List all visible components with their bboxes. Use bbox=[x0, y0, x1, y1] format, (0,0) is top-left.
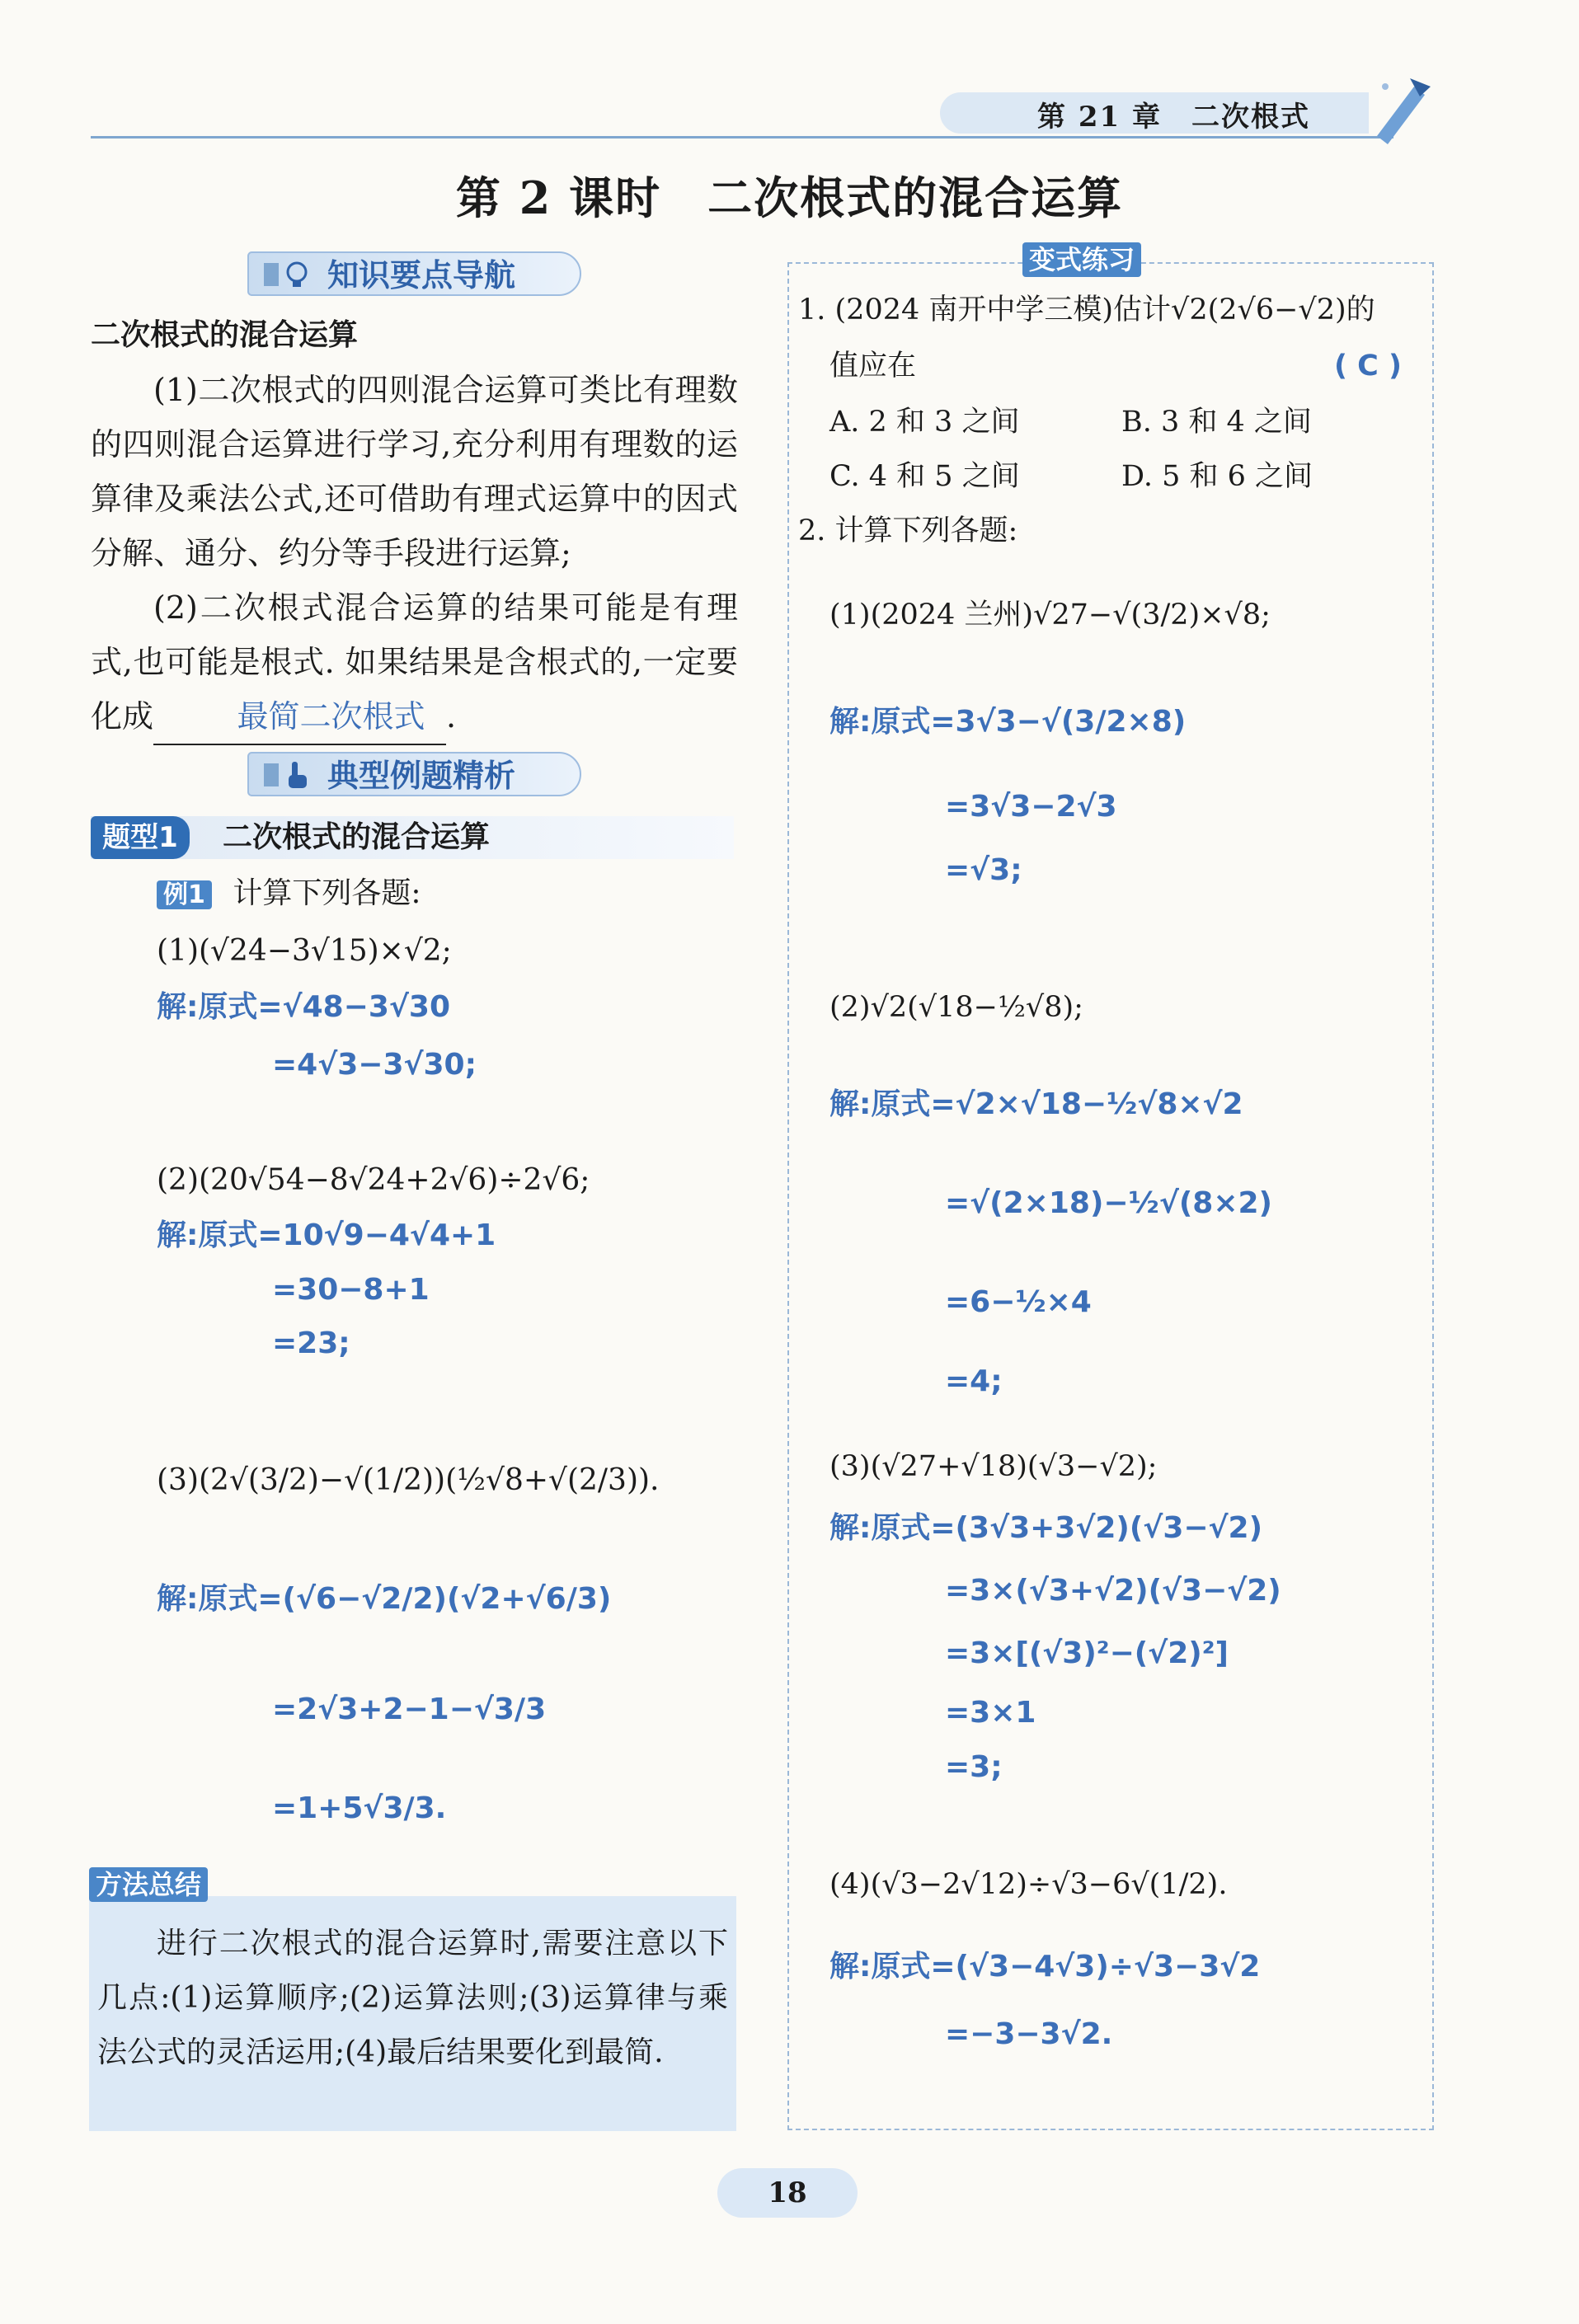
practice-s3-a3: =3×[(√3)²−(√2)²] bbox=[945, 1636, 1229, 1670]
practice-option-b: B. 3 和 4 之间 bbox=[1121, 406, 1312, 439]
knowledge-p2 bbox=[91, 580, 738, 745]
practice-option-c: C. 4 和 5 之间 bbox=[829, 460, 1020, 493]
knowledge-p1: (1)二次根式的四则混合运算可类比有理数的四则混合运算进行学习,充分利用有理数的运算律及乘法公式,还可借助有理式运算中的因式分解、通分、约分等手段进行运算; bbox=[91, 372, 738, 571]
practice-s4-a1: 解:原式=(√3−4√3)÷√3−3√2 bbox=[829, 1950, 1261, 1984]
ex-q2-step2: =30−8+1 bbox=[272, 1273, 430, 1307]
practice-s2-a4: =4; bbox=[945, 1364, 1003, 1398]
ex-q2-step3: =23; bbox=[272, 1326, 350, 1360]
ex-q1-step1: 解:原式=√48−3√30 bbox=[157, 990, 450, 1024]
hand-pointer-icon bbox=[264, 758, 313, 791]
practice-s3-a1: 解:原式=(3√3+3√2)(√3−√2) bbox=[829, 1511, 1263, 1545]
ex-q2: (2)(20√54−8√24+2√6)÷2√6; bbox=[157, 1163, 590, 1197]
ex-q3-step1: 解:原式=(√6−√2/2)(√2+√6/3) bbox=[157, 1582, 612, 1616]
practice-q1-line2: 值应在 bbox=[829, 350, 917, 383]
ex-q3-step3: =1+5√3/3. bbox=[272, 1791, 447, 1825]
practice-s1: (1)(2024 兰州)√27−√(3/2)×√8; bbox=[829, 599, 1271, 631]
examples-banner-label: 典型例题精析 bbox=[327, 758, 516, 794]
practice-s1-a2: =3√3−2√3 bbox=[945, 790, 1117, 824]
practice-tag: 变式练习 bbox=[1022, 242, 1141, 277]
knowledge-p2-start: (2)二次根式混合运算的结果可能是有理式,也可能是根式. 如果结果是含根式的,一定要化成 bbox=[91, 589, 738, 735]
practice-s1-a3: =√3; bbox=[945, 853, 1022, 887]
page-title: 第 2 课时 二次根式的混合运算 bbox=[455, 171, 1124, 224]
practice-q2: 2. 计算下列各题: bbox=[798, 514, 1018, 547]
practice-s3-a2: =3×(√3+√2)(√3−√2) bbox=[945, 1574, 1281, 1608]
knowledge-heading: 二次根式的混合运算 bbox=[91, 318, 359, 352]
lightbulb-icon bbox=[264, 258, 313, 291]
ex-q2-step1: 解:原式=10√9−4√4+1 bbox=[157, 1218, 496, 1252]
knowledge-banner bbox=[247, 251, 581, 296]
knowledge-p2-answer: 最简二次根式 bbox=[237, 698, 425, 735]
practice-s4: (4)(√3−2√12)÷√3−6√(1/2). bbox=[829, 1868, 1228, 1901]
practice-option-a: A. 2 和 3 之间 bbox=[829, 406, 1020, 439]
practice-s3-a5: =3; bbox=[945, 1750, 1003, 1784]
practice-q1-line1: 1. (2024 南开中学三模)估计√2(2√6−√2)的 bbox=[798, 293, 1375, 326]
practice-s3-a4: =3×1 bbox=[945, 1696, 1036, 1730]
method-tag: 方法总结 bbox=[89, 1867, 208, 1902]
practice-s4-a2: =−3−3√2. bbox=[945, 2017, 1113, 2051]
knowledge-banner-label: 知识要点导航 bbox=[327, 257, 516, 293]
method-text: 进行二次根式的混合运算时,需要注意以下几点:(1)运算顺序;(2)运算法则;(3)运算律与乘法公式的灵活运用;(4)最后结果要化到最简. bbox=[97, 1927, 728, 2069]
chapter-header: 第 21 章 二次根式 bbox=[1037, 101, 1310, 134]
practice-q1-answer: ( C ) bbox=[1334, 350, 1403, 383]
practice-s2: (2)√2(√18−½√8); bbox=[829, 991, 1083, 1024]
practice-option-d: D. 5 和 6 之间 bbox=[1121, 460, 1313, 493]
practice-s2-a3: =6−½×4 bbox=[945, 1285, 1092, 1319]
example-heading bbox=[157, 874, 421, 913]
type-tag: 题型1 bbox=[91, 816, 190, 859]
type-title: 二次根式的混合运算 bbox=[223, 820, 491, 854]
ex-q1-step2: =4√3−3√30; bbox=[272, 1048, 477, 1082]
knowledge-p2-end: . bbox=[446, 698, 457, 735]
example-prompt: 计算下列各题: bbox=[233, 876, 421, 910]
practice-s2-a1: 解:原式=√2×√18−½√8×√2 bbox=[829, 1087, 1243, 1121]
pencil-icon bbox=[1369, 70, 1435, 144]
example-tag: 例1 bbox=[157, 880, 212, 909]
page-number: 18 bbox=[768, 2176, 807, 2209]
examples-banner bbox=[247, 752, 581, 796]
ex-q3: (3)(2√(3/2)−√(1/2))(½√8+√(2/3)). bbox=[157, 1463, 660, 1497]
practice-s3: (3)(√27+√18)(√3−√2); bbox=[829, 1450, 1158, 1483]
ex-q3-step2: =2√3+2−1−√3/3 bbox=[272, 1693, 547, 1726]
ex-q1: (1)(√24−3√15)×√2; bbox=[157, 934, 452, 968]
header-rule bbox=[91, 136, 1393, 139]
practice-s1-a1: 解:原式=3√3−√(3/2×8) bbox=[829, 705, 1187, 739]
practice-s2-a2: =√(2×18)−½√(8×2) bbox=[945, 1186, 1273, 1220]
